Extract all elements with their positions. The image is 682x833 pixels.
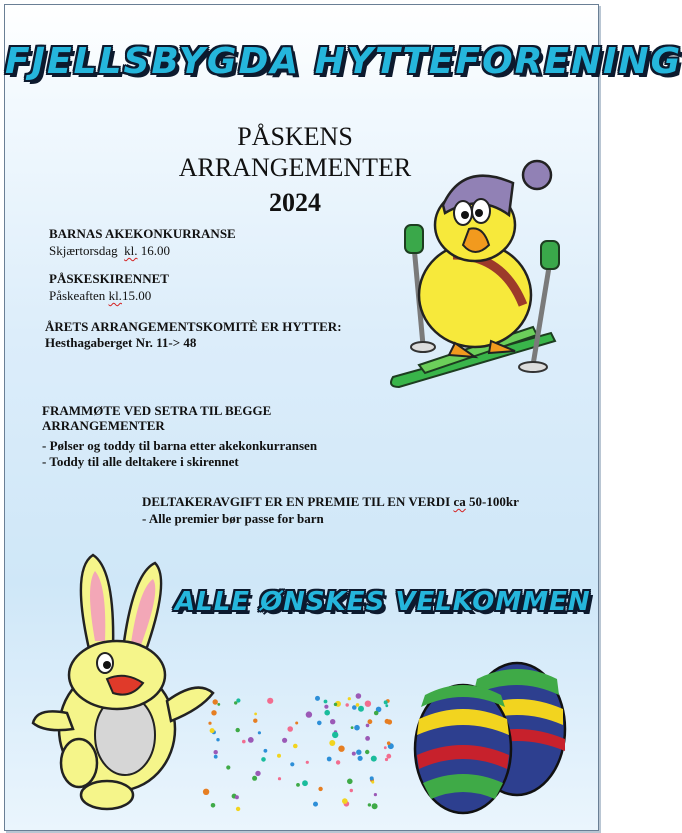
bunny-illustration [21, 549, 221, 817]
meeting-item-1: - Pølser og toddy til barna etter akekonkurransen [42, 438, 318, 453]
skiing-chick-illustration [383, 155, 563, 395]
confetti-dot [384, 700, 388, 704]
confetti-dot [348, 697, 351, 700]
heading-line-2: ARRANGEMENTER [178, 153, 412, 182]
fee-text: DELTAKERAVGIFT ER EN PREMIE TIL EN VERDI [142, 494, 451, 509]
confetti-dot [384, 746, 387, 749]
confetti-dot [203, 789, 209, 795]
event2-details [49, 288, 151, 304]
confetti-dot [371, 756, 377, 762]
confetti-dot [216, 738, 219, 741]
meeting-line-2: ARRANGEMENTER [42, 418, 165, 433]
confetti-dot [214, 755, 218, 759]
confetti-dot [236, 807, 240, 811]
confetti-dot [234, 701, 237, 704]
confetti-dot [242, 740, 246, 744]
confetti-dot [255, 771, 260, 776]
confetti-dot [342, 798, 348, 804]
confetti-dot [347, 779, 353, 785]
confetti-dot [211, 710, 216, 715]
event1-title: BARNAS AKEKONKURRANSE [49, 226, 236, 241]
confetti-dot [295, 722, 298, 725]
confetti-dot [368, 803, 371, 806]
confetti-dot [374, 793, 377, 796]
event1-day: Skjærtorsdag [49, 243, 118, 258]
fee-ca: ca [453, 494, 466, 509]
confetti-dot [254, 713, 257, 716]
confetti-dot [374, 711, 379, 716]
event2-time-prefix: kl. [108, 288, 122, 303]
poster-page [4, 4, 682, 831]
confetti-dot [365, 736, 370, 741]
confetti-dot [282, 738, 287, 743]
confetti-dot [252, 776, 257, 781]
confetti-dot [354, 725, 360, 731]
welcome-banner: ALLE ØNSKES VELKOMMEN [175, 587, 591, 617]
confetti-dot [327, 757, 332, 762]
confetti-dot [356, 693, 362, 699]
event1-time: 16.00 [140, 243, 170, 258]
confetti-dot [385, 704, 388, 707]
confetti-dot [235, 795, 239, 799]
event1-time-prefix: kl. [124, 243, 138, 258]
confetti-dot [296, 783, 300, 787]
confetti-dot [385, 758, 388, 761]
confetti-dot [385, 719, 390, 724]
confetti-dot [324, 700, 328, 704]
confetti-dot [213, 699, 218, 704]
event1-details [49, 243, 170, 259]
confetti-dot [306, 711, 312, 717]
confetti-dot [236, 728, 240, 732]
confetti-dot [214, 750, 218, 754]
confetti-dot [368, 719, 373, 724]
confetti-dot [352, 705, 357, 710]
event2-day: Påskeaften [49, 288, 106, 303]
confetti-dot [365, 750, 369, 754]
confetti-dot [350, 789, 353, 792]
committee-line-1: ÅRETS ARRANGEMENTSKOMITÈ ER HYTTER: [45, 319, 342, 334]
confetti-dot [372, 803, 378, 809]
confetti-dot [278, 777, 281, 780]
heading-year: 2024 [269, 188, 321, 217]
confetti-dot [287, 726, 293, 732]
confetti-dot [366, 724, 370, 728]
confetti-dot [386, 754, 391, 759]
confetti-dot [253, 719, 257, 723]
confetti-dot [334, 703, 337, 706]
confetti-dot [258, 731, 261, 734]
confetti-dot [208, 722, 211, 725]
confetti-dot [365, 701, 371, 707]
confetti-dot [302, 780, 308, 786]
heading-line-1: PÅSKENS [237, 122, 353, 151]
confetti-dot [332, 732, 338, 738]
confetti-dot [330, 719, 335, 724]
confetti-dot [351, 726, 354, 729]
confetti-dot [306, 761, 309, 764]
confetti-dot [217, 703, 220, 706]
event2-title: PÅSKESKIRENNET [49, 271, 169, 286]
confetti-dot [324, 710, 330, 716]
confetti-dot [356, 703, 360, 707]
confetti-dot [290, 762, 294, 766]
confetti-dot [315, 696, 320, 701]
confetti-dot [313, 802, 318, 807]
confetti-dot [356, 750, 361, 755]
confetti-dot [210, 728, 215, 733]
confetti-dot [318, 787, 322, 791]
fee-line-1 [142, 494, 519, 510]
confetti-dot [293, 744, 298, 749]
confetti-dot [352, 752, 356, 756]
confetti-dot [211, 803, 216, 808]
easter-eggs-illustration [407, 659, 572, 819]
confetti-dot [277, 754, 281, 758]
confetti-dot [324, 705, 328, 709]
confetti-dot [329, 740, 335, 746]
confetti-dot [338, 746, 344, 752]
meeting-line-1: FRAMMØTE VED SETRA TIL BEGGE [42, 403, 272, 418]
confetti-dot [358, 706, 364, 712]
confetti-dot [317, 721, 322, 726]
confetti-dot [267, 698, 273, 704]
confetti-dot [336, 760, 340, 764]
confetti-dot [226, 765, 230, 769]
confetti-dot [248, 737, 254, 743]
confetti-dot [358, 756, 363, 761]
fee-amount: 50-100kr [469, 494, 519, 509]
committee-line-2: Hesthagaberget Nr. 11-> 48 [45, 335, 197, 350]
confetti-dot [346, 703, 349, 706]
confetti-dot [387, 741, 391, 745]
meeting-item-2: - Toddy til alle deltakere i skirennet [42, 454, 239, 469]
event2-time: 15.00 [121, 288, 152, 303]
confetti-dot [370, 776, 374, 780]
poster-title-banner: FJELLSBYGDA HYTTEFORENING [5, 41, 682, 82]
confetti-dot [264, 749, 268, 753]
fee-line-2: - Alle premier bør passe for barn [142, 511, 324, 526]
confetti-dot [371, 781, 374, 784]
confetti-dot [261, 757, 266, 762]
